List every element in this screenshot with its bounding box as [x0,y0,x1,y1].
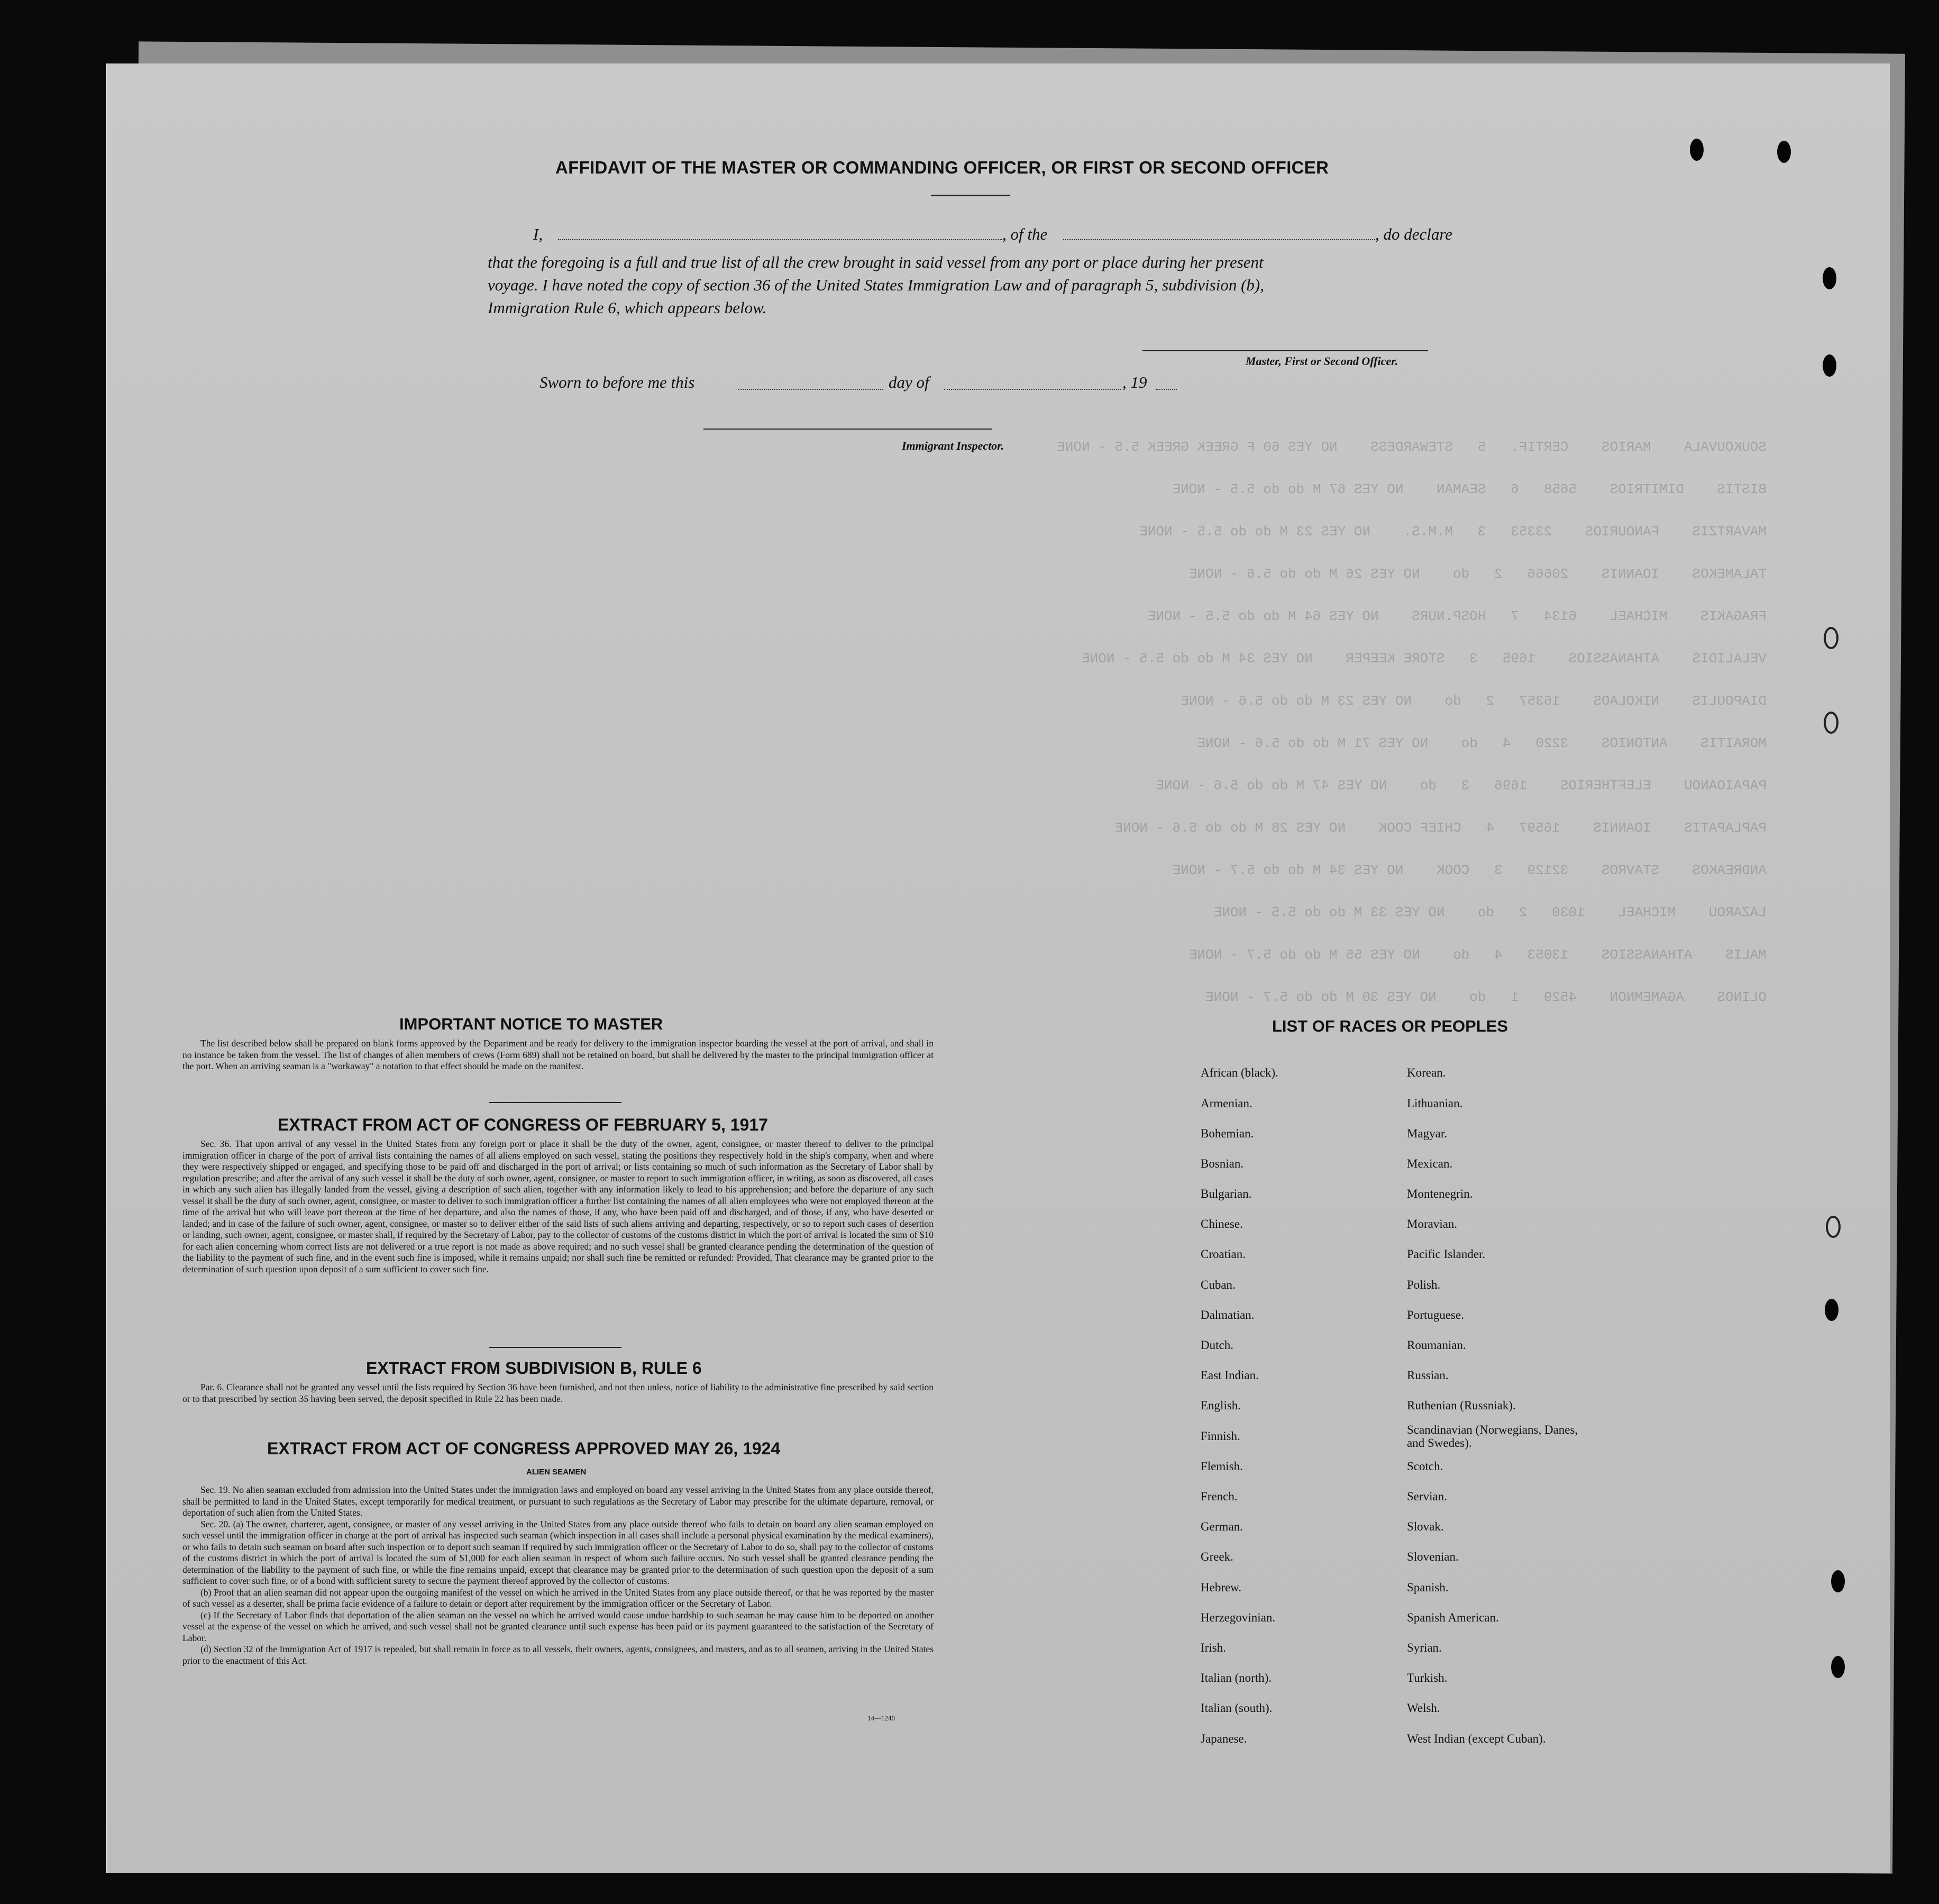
master-signature-label: Master, First or Second Officer. [1246,354,1398,368]
section-19-paragraph: Sec. 19. No alien seaman excluded from admission into the United States under the immigration laws and employed on board any vessel arriving in the United States from any place outside thereof, shall be permitted to land in the United States, except temporarily for medical treatment, or pursuant to such regulations as the Secretary of Labor may prescribe for the ultimate departure, removal, or deportation of such alien from the United States. [182,1484,934,1518]
punch-hole [1825,1299,1839,1321]
inspector-signature-label: Immigrant Inspector. [902,439,1004,452]
race-item: Ruthenian (Russniak). [1407,1399,1516,1412]
race-item: Chinese. [1201,1217,1243,1231]
section-20c-paragraph: (c) If the Secretary of Labor finds that deportation of the alien seaman on the vessel on which he arrived would cause undue hardship to such seaman he may cause him to be deported on another vessel at the expense of the vessel on which he arrived, and such vessel shall not be granted clearance until such expense has been paid or its payment guaranteed to the satisfaction of the Secretary of Labor. [182,1609,934,1643]
race-item: Irish. [1201,1641,1226,1654]
race-item: Spanish American. [1407,1611,1499,1624]
race-item: English. [1201,1399,1241,1412]
race-item: Slovak. [1407,1520,1444,1533]
alien-seamen-subtitle: ALIEN SEAMEN [526,1468,587,1477]
affidavit-line-2: that the foregoing is a full and true list of all the crew brought in said vessel from any port or place during her present [488,253,1264,271]
vessel-blank [1063,239,1375,240]
section-20b-paragraph: (b) Proof that an alien seaman did not appear upon the outgoing manifest of the vessel on which he arrived in the United States from any place outside thereof, or that he was reported by the master of such vessel as a deserter, shall be prima facie evidence of a failure to detain or deport after requirement by the immigration officer or the Secretary of Labor. [182,1587,934,1609]
day-of-label: day of [889,373,929,391]
race-item: Korean. [1407,1066,1446,1079]
master-signature-line [1142,350,1428,351]
name-blank [558,239,1002,240]
race-item: Russian. [1407,1369,1449,1382]
extract-1924-title: EXTRACT FROM ACT OF CONGRESS APPROVED MAY 26, 1924 [267,1439,781,1458]
race-item: Bulgarian. [1201,1187,1252,1200]
punch-hole [1823,267,1836,289]
extract-rule6-body [182,1382,934,1405]
punch-hole [1690,139,1704,161]
divider [489,1347,621,1348]
race-item: Cuban. [1201,1278,1236,1291]
divider [489,1102,621,1103]
race-item: Moravian. [1407,1217,1458,1231]
race-item: Roumanian. [1407,1338,1466,1352]
race-item: Japanese. [1201,1732,1247,1745]
affidavit-of-the-label: , of the [1002,225,1048,243]
race-item: French. [1201,1490,1238,1503]
extract-rule6-title: EXTRACT FROM SUBDIVISION B, RULE 6 [366,1359,702,1378]
section-20d-paragraph: (d) Section 32 of the Immigration Act of 1917 is repealed, but shall remain in force as to all vessels, their owners, agents, consignees, and masters, and as to all seamen, arriving in the United States prior to the enactment of this Act. [182,1644,934,1666]
race-item: German. [1201,1520,1243,1533]
paragraph-6: Par. 6. Clearance shall not be granted any vessel until the lists required by Section 36 have been furnished, and not then unless, notice of liability to the administrative fine prescribed by said section or to that prescribed by section 35 having been served, the deposit specified in Rule 22 has been made. [182,1382,934,1404]
race-item: West Indian (except Cuban). [1407,1732,1546,1745]
section-20a-paragraph: Sec. 20. (a) The owner, charterer, agent, consignee, or master of any vessel arriving in the United States from any place outside thereof who fails to detain on board any alien seaman employed on such vessel until the immigration officer in charge at the port of arrival has inspected such seaman (which inspection in all cases shall include a personal physical examination by the medical examiners), or who fails to detain such seaman on board after such inspection or to deport such seaman if required by such immigration officer or the Secretary of Labor to do so, shall pay to the collector of customs of the customs district in which the port of arrival is located the sum of $1,000 for each alien seaman in respect of whom such failure occurs. No such vessel shall be granted clearance pending the determination of the liability to the payment of such fine, or while the fine remains unpaid, except that clearance may be granted prior to the determination of such question upon the deposit of a sum sufficient to cover such fine, or of a bond with sufficient surety to secure the payment thereof approved by the collector of customs. [182,1518,934,1586]
race-item: Spanish. [1407,1581,1449,1594]
notice-paragraph: The list described below shall be prepared on blank forms approved by the Department and be ready for delivery to the immigration inspector boarding the vessel at the port of arrival, and shall in no instance be taken from the vessel. The list of changes of alien members of crews (Form 689) shall not be retained on board, but shall be delivered by the master to the principal immigration officer at the port. When an arriving seaman is a "workaway" a notation to that effect should be made on the manifest. [182,1038,934,1071]
affidavit-title: AFFIDAVIT OF THE MASTER OR COMMANDING OFFICER, OR FIRST OR SECOND OFFICER [555,158,1329,177]
race-item: Dutch. [1201,1338,1233,1352]
race-item: Flemish. [1201,1460,1243,1473]
punch-hole [1777,141,1791,163]
race-item: African (black). [1201,1066,1278,1079]
race-item: Scandinavian (Norwegians, Danes, and Swedes). [1407,1423,1578,1450]
extract-1917-title: EXTRACT FROM ACT OF CONGRESS OF FEBRUARY 5, 1917 [278,1115,768,1134]
affidavit-i-label: I, [533,225,543,243]
race-item: Italian (north). [1201,1671,1272,1684]
section-36-paragraph: Sec. 36. That upon arrival of any vessel in the United States from any foreign port or place it shall be the duty of the owner, agent, consignee, or master thereof to deliver to the principal immigration officer in charge of the port of arrival lists containing the names of all aliens employed on such vessel, stating the positions they respectively hold in the ship's company, when and where they were respectively shipped or engaged, and specifying those to be paid off and discharged in the port of arrival; or lists containing so much of such information as the Secretary of Labor shall by regulation prescribe; and after the arrival of any such vessel it shall be the duty of such owner, agent, consignee, or master to report to such immigration officer, in writing, as soon as discovered, all cases in which any such alien has illegally landed from the vessel, giving a description of such alien, together with any information likely to lead to his apprehension; and before the departure of any such vessel it shall be the duty of such owner, agent, consignee, or master to deliver to such immigration officer a further list containing the names of all alien employees who were not employed thereon at the time of the arrival but who will leave port thereon at the time of her departure, and also the names of those, if any, who have been paid off and discharged, and of those, if any, who have deserted or landed; and in case of the failure of such owner, agent, consignee, or master so to deliver either of the said lists of such aliens arriving and departing, respectively, or so to report such cases of desertion or landing, such owner, agent, consignee, or master shall, if required by the Secretary of Labor, pay to the collector of customs of the customs district in which the port of arrival is located the sum of $10 for each alien concerning whom correct lists are not delivered or a true report is not made as above required; and no such vessel shall be granted clearance pending the determination of the question of the liability to the payment of such fine, and in the event such fine is imposed, while it remains unpaid; nor shall such fine be remitted or refunded: Provided, That clearance may be granted prior to the determination of such question upon deposit of a sum sufficient to cover such fine. [182,1138,934,1274]
notice-title: IMPORTANT NOTICE TO MASTER [399,1015,663,1033]
sworn-year-blank [1156,389,1177,390]
race-item: Servian. [1407,1490,1448,1503]
race-item: Syrian. [1407,1641,1442,1654]
notice-body [182,1038,934,1072]
year-label: , 19 [1122,373,1147,391]
race-item: Welsh. [1407,1701,1440,1715]
inspector-signature-line [703,429,992,430]
race-item: Portuguese. [1407,1308,1464,1322]
race-item: Mexican. [1407,1157,1453,1170]
punch-hole [1826,1216,1841,1238]
sworn-label: Sworn to before me this [539,373,695,391]
race-item: Hebrew. [1201,1581,1242,1594]
race-item: Lithuanian. [1407,1097,1463,1110]
race-item: East Indian. [1201,1369,1259,1382]
race-item: Pacific Islander. [1407,1247,1486,1261]
race-item: Montenegrin. [1407,1187,1473,1200]
affidavit-line-3: voyage. I have noted the copy of section 36 of the United States Immigration Law and of paragraph 5, subdivision (b), [488,276,1264,294]
race-item: Herzegovinian. [1201,1611,1276,1624]
sworn-month-blank [944,389,1121,390]
race-item: Slovenian. [1407,1550,1459,1563]
punch-hole [1831,1570,1845,1592]
punch-hole [1824,627,1839,649]
punch-hole [1831,1656,1845,1678]
race-item: Bohemian. [1201,1127,1254,1140]
races-title: LIST OF RACES OR PEOPLES [1272,1017,1508,1035]
race-item: Armenian. [1201,1097,1252,1110]
race-item: Greek. [1201,1550,1233,1563]
race-item: Turkish. [1407,1671,1448,1684]
form-number: 14—1240 [867,1714,895,1722]
punch-hole [1824,712,1839,734]
affidavit-declare-label: , do declare [1375,225,1453,243]
race-item: Magyar. [1407,1127,1448,1140]
title-underline [931,195,1010,196]
extract-1917-body [182,1138,934,1275]
punch-hole [1823,354,1836,377]
race-item: Scotch. [1407,1460,1443,1473]
race-item: Finnish. [1201,1429,1240,1443]
race-item: Polish. [1407,1278,1441,1291]
extract-1924-body [182,1484,934,1666]
race-item: Dalmatian. [1201,1308,1255,1322]
race-item: Croatian. [1201,1247,1246,1261]
race-item: Bosnian. [1201,1157,1244,1170]
race-item: Italian (south). [1201,1701,1273,1715]
affidavit-line-4: Immigration Rule 6, which appears below. [488,298,767,317]
sworn-day-blank [738,389,883,390]
